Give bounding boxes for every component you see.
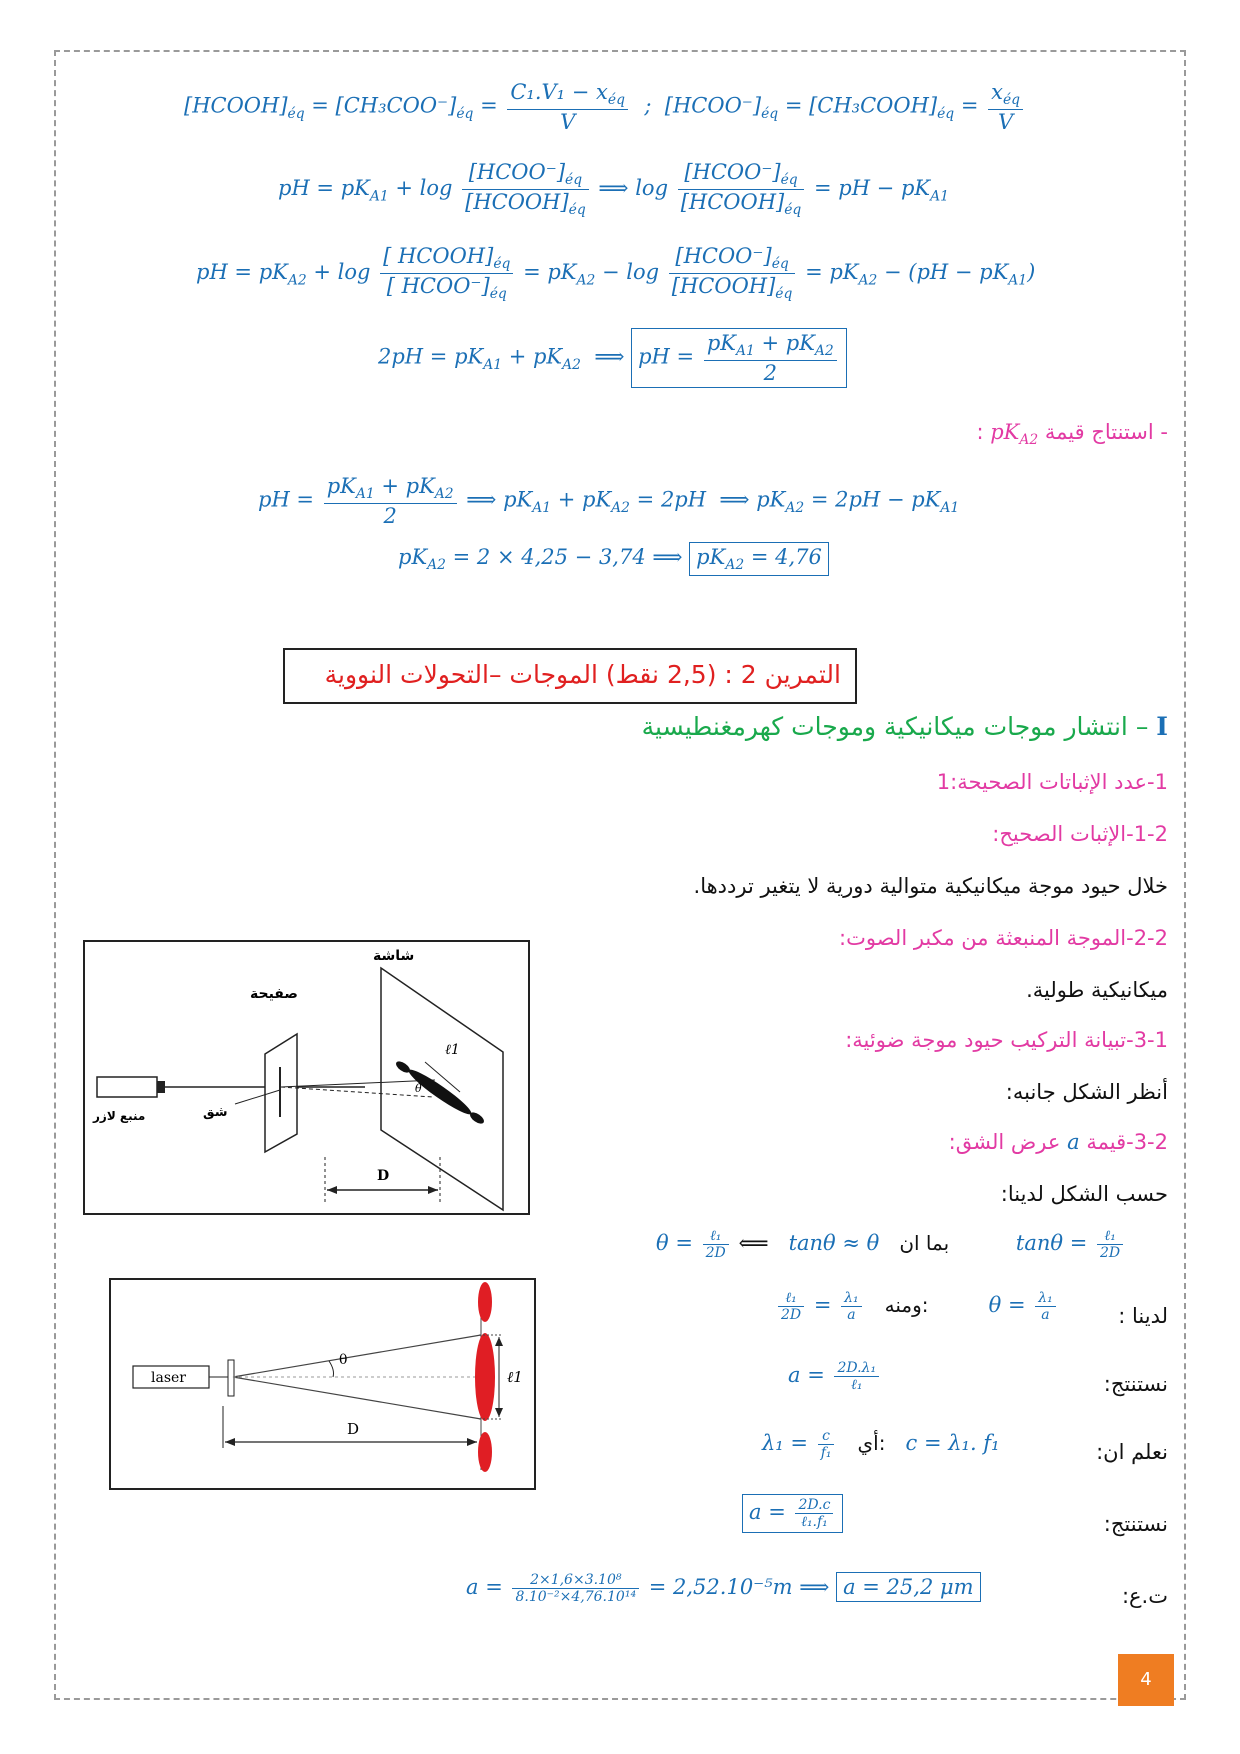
equation-c-lambda: λ₁ = $\frac{c}{\text{f₁}}$ أي: c = λ₁. f₁ [762,1428,1000,1462]
label-deduce-2: نستنتج: [1103,1512,1168,1536]
result-box-ph: pH = $\frac{pK_{A1} + pK_{A2}}{2}$ [631,328,847,388]
result-box-a-value: a = 25,2 μm [836,1572,980,1602]
equation-a-lambda: a = $\frac{\text{2D.λ₁}}{\text{ℓ₁}}$ [788,1360,882,1393]
label-l1: ℓ1 [445,1042,460,1058]
figure-diffraction-setup-2 [109,1278,536,1490]
page-number: 4 [1118,1654,1174,1706]
exercise-2-title: التمرين 2 : (2,5 نقط) الموجات –التحولات النووية [283,648,857,704]
label-screen: شاشة [373,948,415,964]
label-plate: صفيحة [250,986,298,1002]
label-D: D [377,1168,390,1184]
label-numeric: ت.ع: [1121,1584,1168,1608]
label-source: منبع لازر [93,1109,146,1123]
label-theta-2: θ [339,1352,348,1368]
equation-we-have: $\frac{\text{ℓ₁}}{2D}$ = $\frac{\text{λ₁}}{a}$ ومنه: θ = $\frac{\text{λ₁}}{a}$ [775,1290,1059,1323]
equation-a-final-expression [742,1494,843,1533]
label-we-know: نعلم ان: [1096,1440,1168,1464]
label-theta: θ [415,1082,422,1095]
question-3-1: 3-1-تبيانة التركيب حيود موجة ضوئية: [845,1028,1168,1052]
equation-concentrations: $[HCOOH]_{éq} = [CH_3COO^-]_{éq}$ = $\frac{C_1.V_1 - x_{éq}}{V}$ ; $[HCOO^-]_{éq}$ = $[CH_3COOH]_{éq}$ = $\frac{x_{éq}}{V}$ [184,80,1026,134]
question-2-2: 2-2-الموجة المنبعثة من مكبر الصوت: [839,926,1168,950]
answer-2-2: ميكانيكية طولية. [1026,978,1168,1002]
answer-3-2: حسب الشكل لدينا: [1000,1182,1168,1206]
label-we-have: لدينا : [1118,1304,1168,1328]
answer-1-2: خلال حيود موجة ميكانيكية متوالية دورية لا يتغير ترددها. [693,874,1168,898]
question-1-2: 1-2-الإثبات الصحيح: [992,822,1168,846]
laser-source-shape [97,1077,157,1097]
equation-pka2-value: $pK_{A2} = 2 \times 4,25 - 3,74$ ⟹ $pK_{A2} = 4,76$ [398,542,829,576]
central-fringe [475,1333,495,1421]
side-fringe-top [478,1282,492,1322]
equation-ph-pka2: pH = $pK_{A2} + \log$ $\frac{[ HCOOH]_{éq}}{[ HCOO^-]_{éq}}$ = $pK_{A2} - \log$ $\frac{[HCOO^-]_{éq}}{[HCOOH]_{éq}}$ = $pK_{A2} - (pH - pK_{A1})$ [196,244,1036,303]
section-I-heading: I – انتشار موجات ميكانيكية وموجات كهرمغنطيسية [641,712,1168,741]
result-box-pka2: $pK_{A2} = 4,76$ [689,542,829,576]
figure-diffraction-setup-1 [83,940,530,1215]
label-l1-2: ℓ1 [507,1368,523,1386]
answer-3-1: أنظر الشكل جانبه: [1005,1080,1168,1104]
deduce-pka2-heading: - استنتاج قيمة $pK_{A2}$ : [976,420,1168,449]
label-deduce-1: نستنتج: [1103,1372,1168,1396]
label-laser: laser [151,1370,186,1386]
label-D-2: D [347,1420,360,1438]
equation-tan-theta: θ = $\frac{\text{ℓ₁}}{2D}$ ⟸ tanθ ≈ θ بما ان tanθ = $\frac{\text{ℓ₁}}{2D}$ [656,1228,1126,1261]
question-3-2: 3-2-قيمة a عرض الشق: [948,1130,1168,1154]
label-slit: شق [203,1105,228,1120]
equation-2ph: $2pH = pK_{A1} + pK_{A2}$ ⟹ pH = $\frac{pK_{A1} + pK_{A2}}{2}$ [378,328,847,388]
result-box-a-expression: a = $\frac{2D.c}{\text{ℓ₁.f₁}}$ [742,1494,843,1533]
equation-ph-pka1: pH = $pK_{A1} + \log$ $\frac{[HCOO^-]_{éq}}{[HCOOH]_{éq}}$ ⟹ log $\frac{[HCOO^-]_{éq}}{[HCOOH]_{éq}}$ = pH − $pK_{A1}$ [278,160,949,219]
equation-pka2-expression: pH = $\frac{pK_{A1} + pK_{A2}}{2}$ ⟹ $pK_{A1} + pK_{A2} = 2pH$ ⟹ $pK_{A2} = 2pH - pK_{A1}$ [258,474,960,529]
equation-a-numeric: a = $\frac{\text{2×1,6×3.10⁸}}{\text{8.10⁻²×4,76.10¹⁴}}$ = 2,52.10⁻⁵m ⟹ a = 25,2 μm [466,1572,981,1605]
side-fringe-bottom [478,1432,492,1472]
question-1: 1-عدد الإثباتات الصحيحة:1 [936,770,1168,794]
